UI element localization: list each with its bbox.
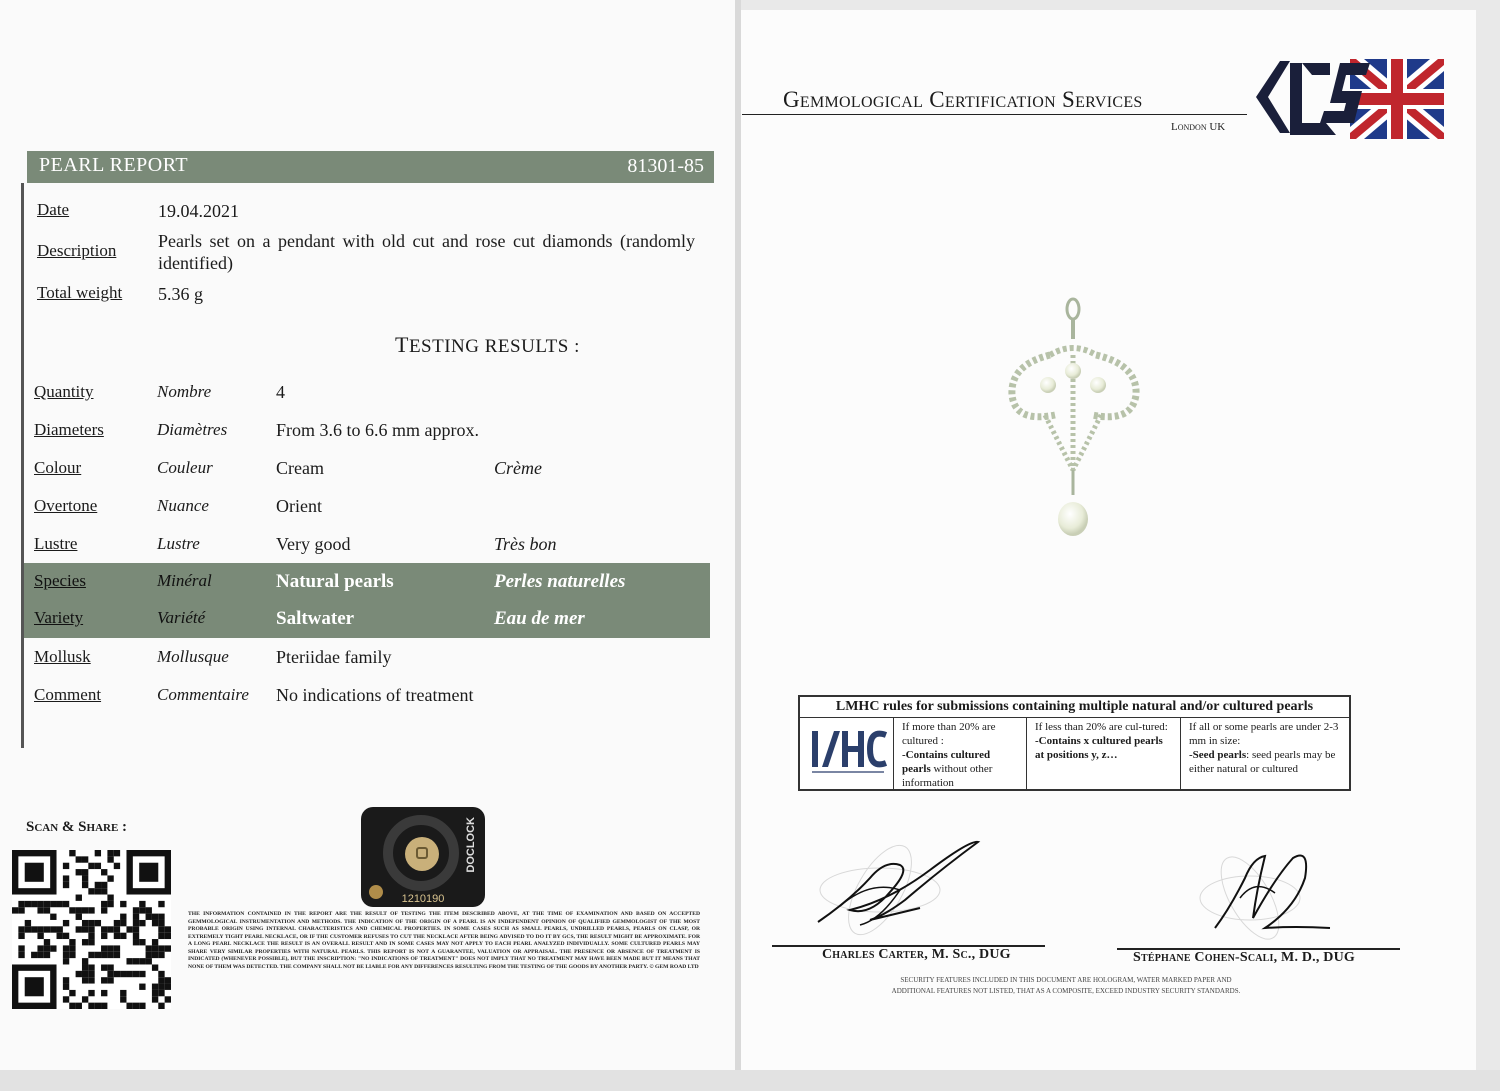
qr-code-icon[interactable] <box>12 850 171 1009</box>
doclock-seal-icon <box>361 807 485 907</box>
result-label: Diameters <box>34 420 104 439</box>
description-value: Pearls set on a pendant with old cut and rose cut diamonds (randomly identified) <box>158 231 695 273</box>
scan-share-label: Scan & Share : <box>26 819 128 835</box>
lock-icon <box>416 847 428 859</box>
result-row-species <box>24 563 710 601</box>
result-row-variety <box>24 600 710 638</box>
result-value: Orient <box>276 496 322 516</box>
description-label: Description <box>37 241 117 260</box>
date-label: Date <box>37 200 70 219</box>
org-location: London UK <box>1171 121 1226 133</box>
result-row-comment <box>24 677 710 715</box>
org-name: Gemmological Certification Services <box>783 87 1143 112</box>
result-value-fr: Très bon <box>494 534 557 554</box>
total-weight-value: 5.36 g <box>158 284 203 304</box>
lmhc-col1-note: without other information <box>902 763 993 789</box>
disclaimer-text: THE INFORMATION CONTAINED IN THE REPORT ARE THE RESULT OF TESTING THE ITEM DESCRIBED ABOVE, AT THE TIME OF EXAMINATION AND BASED ON ACCEPTED GEMMOLOGICAL INSTRUMENTATION AND METHODS. THE INDICATION OF THE ORIGIN OF A PEARL IS AN INDEPENDENT OPINION OF QUALIFIED GEMMOLOGIST OF THE MOST PROBABLE ORIGIN USING INTERNAL CHARACTERISTICS AND CHEMICAL PROPERTIES. IN SOME CASES SUCH AS SMALL PEARLS, UNDRILLED PEARLS, PEARLS ON CLASP, OR EXTREMELY TIGHT PEARL NECKLACE, OR IF THE CUSTOMER REFUSES TO CUT THE NECKLACE AFTER BEING ADVISED TO DO IT BY GCS, THE RESULT MIGHT BE APPROXIMATE. FOR A LONG PEARL NECKLACE THE RESULT IS AN OVERALL RESULT AND IN SOME CASES MAY NOT APPLY TO EACH PEARL ANALYZED INDIVIDUALLY. SOME CULTURED PEARLS MAY SHARE VERY SIMILAR PROPERTIES WITH NATURAL PEARLS. THIS REPORT IS NOT A GUARANTEE, VALUATION OR APPRAISAL. THE PRESENCE OR ABSENCE OF TREATMENT IS INDICATED (WHENEVER POSSIBLE), BUT THE INSCRIPTION: "NO INDICATIONS OF TREATMENT" DOES NOT IMPLY THAT NO TREATMENT MAY HAVE BEEN MADE BUT IT MEANS THAT NONE OF THEM WAS DETECTED. THE COMPANY SHALL NOT BE LIABLE FOR ANY DIFFERENCES RESULTING FROM THE TESTING OF THE GOODS BY ANOTHER PARTY. © GEM ROAD LTD <box>188 911 700 970</box>
result-value-fr: Perles naturelles <box>494 571 626 592</box>
lmhc-rule-seed <box>1180 718 1349 791</box>
result-row-diameters <box>24 412 710 450</box>
result-value: Cream <box>276 458 324 478</box>
signer-2-name: Stéphane Cohen-Scali, M. D., DUG <box>1133 950 1355 965</box>
lmhc-col1-condition: If more than 20% are cultured : <box>902 721 996 747</box>
lmhc-col3-note: : seed pearls may be either natural or cultured <box>1189 749 1336 775</box>
result-label-fr: Variété <box>157 608 206 627</box>
result-row-colour <box>24 450 710 488</box>
result-value: Natural pearls <box>276 571 394 592</box>
lmhc-logo-icon <box>808 725 888 779</box>
result-label-fr: Nuance <box>157 496 209 515</box>
result-value-fr: Crème <box>494 458 542 478</box>
result-label: Quantity <box>34 382 94 401</box>
lmhc-col2-condition: If less than 20% are cul-tured: <box>1035 721 1168 733</box>
result-row-quantity <box>24 374 710 412</box>
signer-1-name: Charles Carter, M. Sc., DUG <box>822 947 1011 962</box>
gcs-logo-icon <box>1250 57 1446 142</box>
org-underline <box>742 114 1247 115</box>
result-row-overtone <box>24 488 710 526</box>
doclock-number: 1210190 <box>401 893 445 905</box>
date-value: 19.04.2021 <box>158 201 239 221</box>
testing-title-rest: ESTING RESULTS : <box>408 336 580 357</box>
lmhc-col2-result: -Contains x cultured pearls at positions y, z… <box>1035 735 1163 761</box>
lmhc-col3-condition: If all or some pearls are under 2-3 mm in size: <box>1189 721 1339 747</box>
lmhc-col3-result: -Seed pearls <box>1189 749 1247 761</box>
testing-results-title <box>395 332 580 358</box>
result-label: Colour <box>34 458 82 477</box>
report-number: 81301-85 <box>627 155 704 177</box>
signature-image <box>810 830 990 940</box>
security-note: SECURITY FEATURES INCLUDED IN THIS DOCUMENT ARE HOLOGRAM, WATER MARKED PAPER AND ADDITIONAL FEATURES NOT LISTED, THAT AS A COMPOSITE, EXCEED INDUSTRY SECURITY STANDARDS. <box>891 976 1241 995</box>
report-title: PEARL REPORT <box>39 154 189 176</box>
result-label: Overtone <box>34 496 98 515</box>
result-label-fr: Commentaire <box>157 685 249 704</box>
result-label: Mollusk <box>34 647 91 666</box>
result-label-fr: Lustre <box>157 534 200 553</box>
result-label-fr: Couleur <box>157 458 213 477</box>
result-value: No indications of treatment <box>276 685 474 705</box>
report-header-bar <box>27 151 714 183</box>
lmhc-rules-table <box>798 695 1351 791</box>
result-label-fr: Nombre <box>157 382 212 401</box>
testing-title-initial: T <box>395 332 409 357</box>
signature-image-2 <box>1195 838 1345 948</box>
result-value: Very good <box>276 534 351 554</box>
result-label: Lustre <box>34 534 78 553</box>
result-label: Comment <box>34 685 102 704</box>
result-value: Pteriidae family <box>276 647 392 667</box>
result-row-lustre <box>24 526 710 564</box>
result-value-fr: Eau de mer <box>494 608 585 629</box>
result-value: 4 <box>276 382 285 402</box>
result-label-fr: Mollusque <box>157 647 229 666</box>
lmhc-rule-over-20 <box>893 718 1026 791</box>
result-label-fr: Diamètres <box>157 420 228 439</box>
result-row-mollusk <box>24 639 710 677</box>
bottom-strip <box>0 1070 1500 1091</box>
doclock-side-text: DOCLOCK <box>465 817 477 873</box>
result-label: Variety <box>34 608 84 627</box>
lmhc-rule-under-20 <box>1026 718 1180 791</box>
lmhc-col1-result: -Contains cultured pearls <box>902 749 991 775</box>
lmhc-title: LMHC rules for submissions containing multiple natural and/or cultured pearls <box>800 697 1349 718</box>
result-value: From 3.6 to 6.6 mm approx. <box>276 420 479 440</box>
pendant-image <box>990 295 1160 545</box>
result-value: Saltwater <box>276 608 355 629</box>
total-weight-label: Total weight <box>37 283 123 302</box>
result-label: Species <box>34 571 86 590</box>
result-label-fr: Minéral <box>157 571 212 590</box>
